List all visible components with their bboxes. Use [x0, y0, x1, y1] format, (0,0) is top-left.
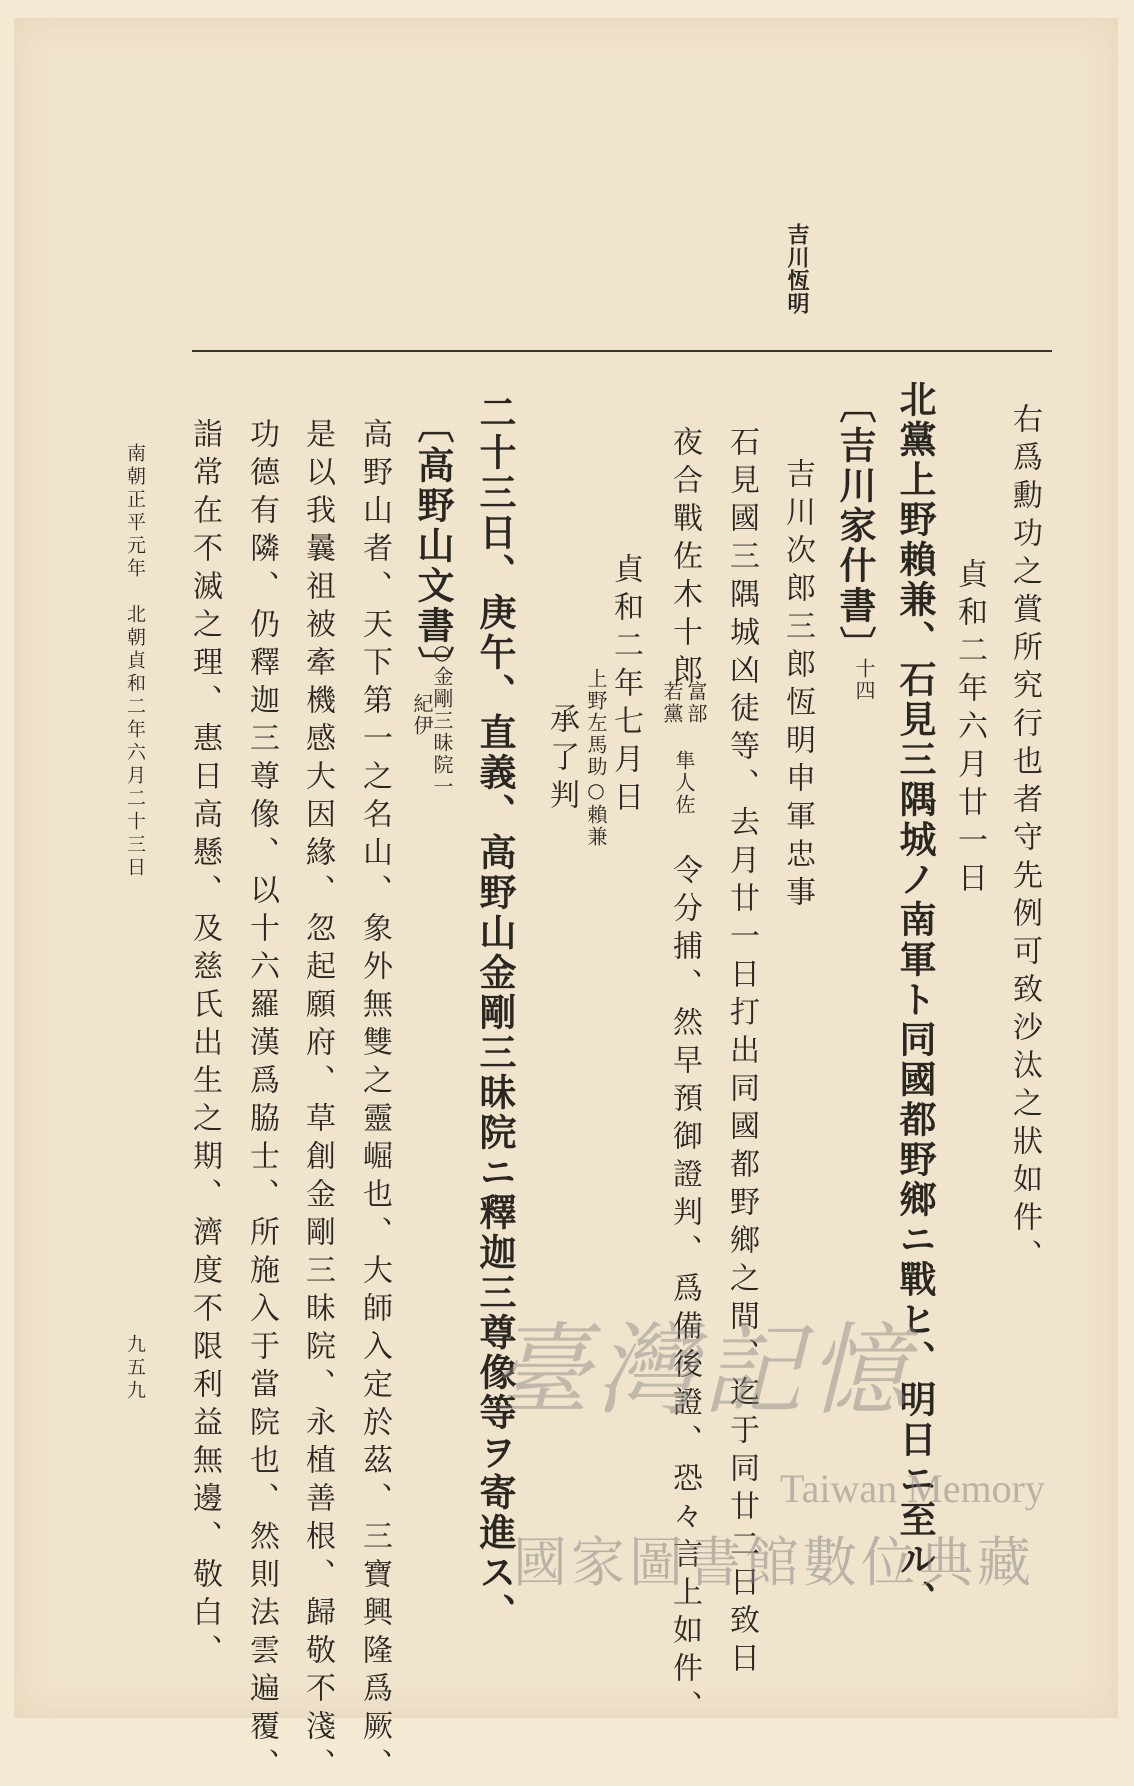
page-number: 九五九	[124, 1334, 146, 1403]
signature-note: 上野左馬助○賴兼	[584, 668, 608, 848]
annotation: 隼人佐	[672, 750, 696, 816]
text-column: 是以我曩祖被牽機感大因緣、忽起願府、草創金剛三昧院、永植善根、歸敬不淺、	[300, 418, 335, 1786]
source-note: 十四	[852, 658, 876, 702]
date-line: 貞和二年七月日	[608, 553, 643, 819]
footer-date: 南朝正平元年 北朝貞和二年六月二十三日	[124, 443, 146, 880]
annotation: 若黨	[660, 681, 684, 725]
text-column: 詣常在不滅之理、惠日高懸、及慈氏出生之期、濟度不限利益無邊、敬白、	[187, 418, 222, 1672]
annotation: 富部	[684, 681, 708, 725]
entry-heading: 二十三日、庚午、直義、高野山金剛三昧院ニ釋迦三尊像等ヲ寄進ス、	[473, 393, 517, 1633]
header-rule	[192, 350, 1052, 352]
text-column: 右爲勳功之賞所究行也者守先例可致沙汰之狀如件、	[1007, 403, 1042, 1277]
text-column: 夜合戰佐木十郎	[667, 426, 702, 692]
text-column: 高野山者、天下第一之名山、象外無雙之靈崛也、大師入定於茲、三寶興隆爲厥、	[357, 418, 392, 1786]
document-page	[14, 18, 1118, 1786]
entry-heading: 北黨上野賴兼、石見三隅城ノ南軍ト同國都野鄉ニ戰ヒ、明日ニ至ル、	[893, 380, 937, 1620]
source-note: ○金剛三昧院一	[430, 640, 454, 798]
source-citation: 〔高野山文書〕	[411, 406, 455, 686]
text-column: 石見國三隅城凶徒等、去月廿一日打出同國都野鄉之間、迄于同廿二日致日	[724, 426, 759, 1680]
text-column: 功德有隣、仍釋迦三尊像、以十六羅漢爲脇士、所施入于當院也、然則法雲遍覆、	[244, 418, 279, 1786]
text-column: 令分捕、然早預御證判、爲備後證、恐々言上如件、	[667, 854, 702, 1728]
watermark-logo: 臺灣記憶	[490, 1312, 914, 1429]
date-line: 貞和二年六月廿一日	[952, 558, 987, 900]
text-column: 吉川次郎三郎恆明申軍忠事	[780, 458, 815, 914]
source-citation: 〔吉川家什書〕	[833, 386, 877, 666]
watermark-chinese: 國家圖書館數位典藏	[513, 1531, 1035, 1594]
watermark-english: Taiwan Memory	[780, 1466, 1045, 1511]
running-head: 吉川恆明	[784, 223, 810, 315]
source-note: 紀伊	[410, 693, 434, 737]
signature: 承了判	[544, 703, 579, 817]
